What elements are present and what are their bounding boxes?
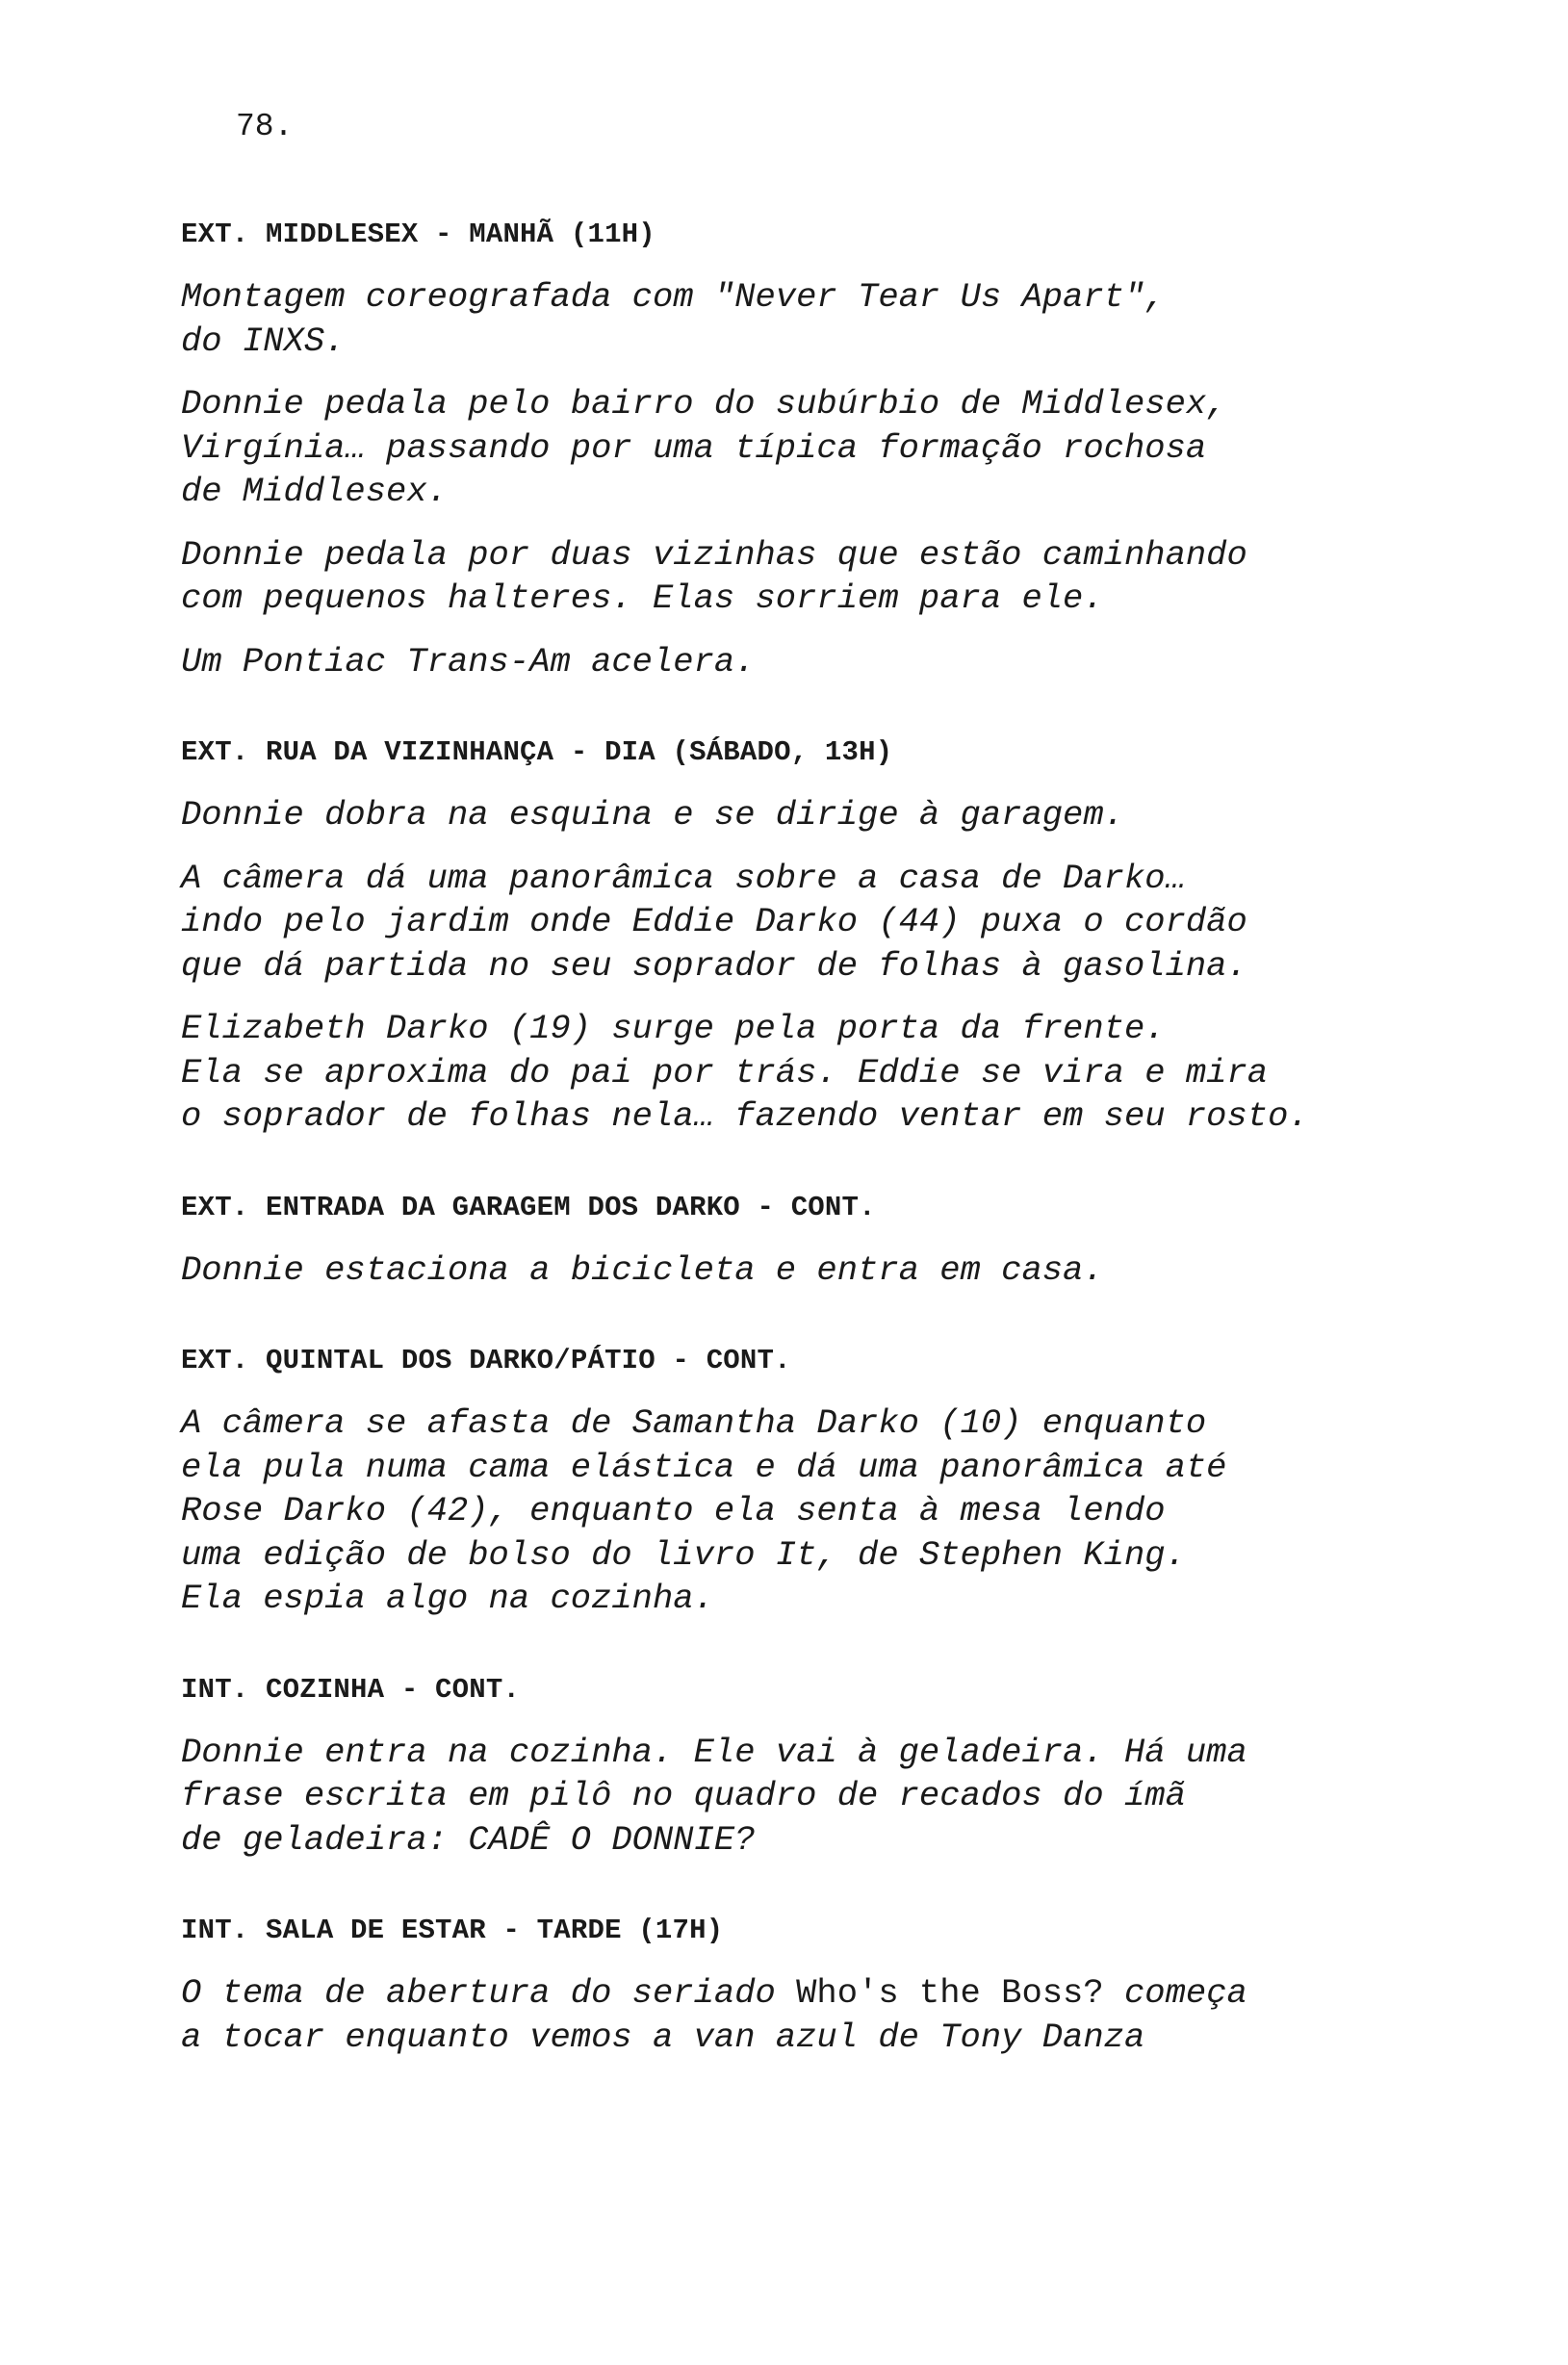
show-title: Who's the Boss? (796, 1973, 1104, 2013)
scene (181, 214, 1529, 683)
scene (181, 1669, 1529, 1863)
action-paragraph: A câmera dá uma panorâmica sobre a casa de Darko… indo pelo jardim onde Eddie Darko (44) puxa o cordão que dá partida no seu soprador de folhas à gasolina. (181, 858, 1247, 986)
scene-heading: EXT. MIDDLESEX - MANHÃ (11H) (181, 219, 655, 250)
action-paragraph: Donnie pedala pelo bairro do subúrbio de Middlesex, Virgínia… passando por uma típica formação rochosa de Middlesex. (181, 384, 1227, 511)
scene-heading: EXT. RUA DA VIZINHANÇA - DIA (SÁBADO, 13H) (181, 736, 893, 768)
scene-heading: EXT. QUINTAL DOS DARKO/PÁTIO - CONT. (181, 1345, 791, 1376)
action-text: O tema de abertura do seriado (181, 1973, 797, 2013)
action-paragraph: Elizabeth Darko (19) surge pela porta da frente. Ela se aproxima do pai por trás. Eddie se vira e mira o soprador de folhas nela… fazendo ventar em seu rosto. (181, 1009, 1309, 1136)
page-number: 78. (236, 109, 294, 144)
scene (181, 1187, 1529, 1293)
action-paragraph: Donnie estaciona a bicicleta e entra em casa. (181, 1249, 1104, 1290)
scene-heading: INT. COZINHA - CONT. (181, 1673, 521, 1706)
action-text: começa a tocar enquanto vemos a van azul de Tony Danza (181, 1973, 1247, 2057)
scene (181, 732, 1529, 1139)
action-paragraph: Um Pontiac Trans-Am acelera. (181, 641, 756, 681)
action-paragraph: A câmera se afasta de Samantha Darko (10) enquanto ela pula numa cama elástica e dá uma panorâmica até Rose Darko (42), enquanto ela senta à mesa lendo uma edição de bolso do livro It, de Stephen King. Ela espia algo na cozinha. (181, 1403, 1227, 1618)
action-paragraph: Donnie pedala por duas vizinhas que estão caminhando com pequenos halteres. Elas sorriem para ele. (181, 534, 1247, 618)
action-paragraph: Donnie entra na cozinha. Ele vai à geladeira. Há uma frase escrita em pilô no quadro de recados do ímã de geladeira: CADÊ O DONNIE? (181, 1732, 1247, 1860)
screenplay-body (181, 214, 1529, 2059)
action-paragraph: Montagem coreografada com "Never Tear Us Apart", do INXS. (181, 277, 1166, 361)
scene-heading: INT. SALA DE ESTAR - TARDE (17H) (181, 1915, 724, 1946)
scene (181, 1340, 1529, 1621)
scene-heading: EXT. ENTRADA DA GARAGEM DOS DARKO - CONT. (181, 1191, 876, 1223)
scene (181, 1910, 1529, 2059)
action-paragraph (181, 1971, 1529, 2059)
action-paragraph: Donnie dobra na esquina e se dirige à garagem. (181, 795, 1124, 835)
